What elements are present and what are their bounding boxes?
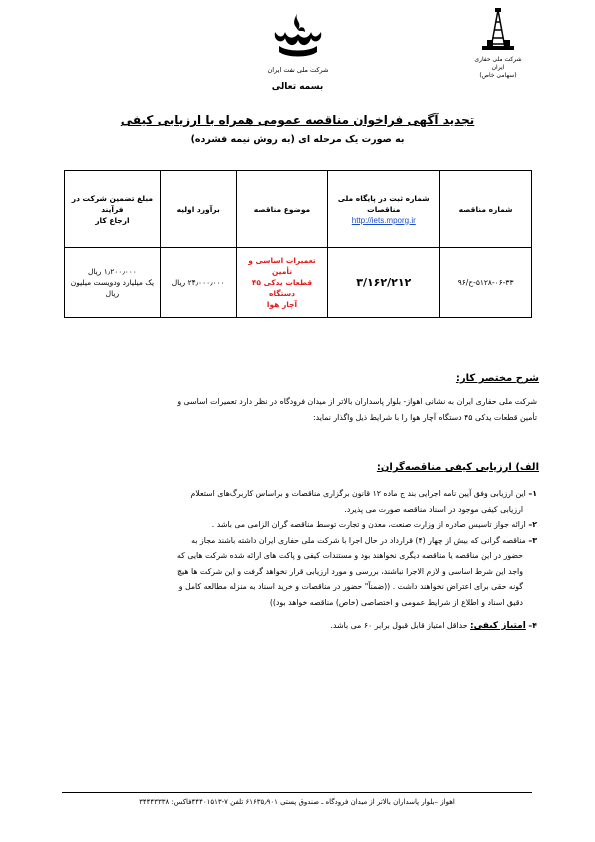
basmala: بسمه تعالی — [271, 82, 324, 92]
header-registration-line1: شماره ثبت در پایگاه ملی — [337, 193, 430, 203]
cell-guarantee-line3: ریال — [105, 289, 120, 298]
company-name-right: شرکت ملی حفاری ایران — [474, 56, 522, 71]
item3-line3: واجد این شرط اساسی و لازم الاجرا نباشند، بررسی و مورد ارزیابی قرار نخواهد گرفت و این شرکت ها هیچ — [176, 566, 523, 576]
item3-line4: گونه حقی برای اعتراض نخواهند داشت . ((ضمناً" حضور در مناقصات و خرید اسناد به منزله مطالعه کامل و — [178, 582, 523, 591]
summary-heading: شرح مختصر کار: — [455, 373, 539, 384]
item4-label: امتیاز کیفی: — [470, 621, 526, 631]
summary-line1: شرکت ملی حفاری ایران به نشانی اهواز- بلوار پاسداران بالاتر از میدان فرودگاه در نظر دارد تعمیرات اساسی و — [177, 397, 537, 406]
cell-subject — [236, 248, 328, 318]
qualification-heading: الف) ارزیابی کیفی مناقصه‌گران: — [376, 462, 539, 473]
item3-number: ۳– — [528, 535, 537, 545]
item1-text: این ارزیابی وفق آیین نامه اجرایی بند ج ماده ۱۲ قانون برگزاری مناقصات و براساس کاربرگ‌های استعلام — [190, 489, 526, 498]
drilling-rig-icon — [478, 8, 518, 52]
item4-text: حداقل امتیاز قابل قبول برابر ۶۰ می باشد. — [330, 621, 471, 630]
header-tender-number: شماره مناقصه — [440, 171, 532, 248]
cell-estimate: ۲۴٫۰۰۰٫۰۰۰ ریال — [160, 248, 236, 318]
nioc-emblem-icon — [269, 8, 327, 60]
cell-subject-line2: قطعات یدکی ۴۵ دستگاه — [251, 278, 313, 298]
footer-address: اهواز –بلوار پاسداران بالاتر از میدان فرودگاه ـ صندوق پستی ۶۱۶۳۵٫۹۰۱ تلفن ۷-۴۴۴۰۱۵۱۳فاکس: ۳۴۴۴۳۳۳۸ — [139, 798, 455, 806]
nioc-logo — [265, 8, 331, 74]
header-guarantee-line1: مبلغ تضمین شرکت در فرآیند — [71, 193, 154, 214]
item2-number: ۲– — [528, 520, 537, 529]
footer-divider — [62, 792, 532, 793]
item3-line2: حضور در این مناقصه یا مناقصه دیگری نخواهند بود و مستندات کیفی و پاکت های ارائه شده شرکت هایی که — [176, 551, 523, 560]
header-estimate: برآورد اولیه — [160, 171, 236, 248]
nidc-logo — [468, 8, 528, 80]
cell-guarantee-line1: ۱٫۲۰۰٫۰۰۰ ریال — [87, 267, 137, 276]
item3-line1 — [57, 533, 537, 549]
cell-guarantee-line2: یک میلیارد ودویست میلیون — [70, 278, 155, 287]
cell-tender-number: ۵۱۲۸-۰۶-۳۳-ح/۹۶ — [440, 248, 532, 318]
item2-text: ارائه جواز تاسیس صادره از وزارت صنعت، معدن و تجارت توسط مناقصه گران الزامی می باشد . — [211, 520, 526, 529]
header-guarantee — [65, 171, 161, 248]
header-registration — [328, 171, 440, 248]
table-row — [65, 248, 532, 318]
qualification-text — [57, 486, 537, 635]
header-subject: موضوع مناقصه — [236, 171, 328, 248]
header-guarantee-line2: ارجاع کار — [95, 215, 130, 225]
item1-line2: ارزیابی کیفی موجود در اسناد مناقصه صورت می پذیرد. — [344, 504, 523, 514]
summary-text — [57, 394, 537, 425]
company-name-center: شرکت ملی نفت ایران — [267, 66, 329, 74]
item3-line5: دقیق اسناد و اطلاع از شرایط عمومی و اختصاصی (خاص) مناقصه خواهد بود)) — [269, 597, 523, 607]
cell-subject-line1: تعمیرات اساسی و تأمین — [248, 256, 316, 276]
tender-table — [64, 170, 532, 318]
cell-guarantee — [65, 248, 161, 318]
page-title: تجدید آگهی فراخوان مناقصه عمومی همراه با ارزیابی کیفی — [120, 113, 475, 127]
cell-subject-line3: آچار هوا — [266, 300, 298, 309]
item2-line1 — [57, 517, 537, 533]
page-subtitle: به صورت یک مرحله ای (به روش نیمه فشرده) — [190, 134, 405, 145]
item1-number: ۱– — [528, 489, 537, 498]
summary-line2: تأمین قطعات یدکی ۴۵ دستگاه آچار هوا را با شرایط ذیل واگذار نماید: — [313, 412, 537, 422]
table-header-row — [65, 171, 532, 248]
header-registration-line2: مناقصات — [367, 204, 401, 214]
company-type-right: (سهامی خاص) — [479, 72, 517, 79]
item3-text: مناقصه گرانی که بیش از چهار (۴) قرارداد در حال اجرا با شرکت ملی حفاری ایران داشته باشند مجاز به — [191, 535, 526, 545]
registration-link[interactable]: http://iets.mporg.ir — [351, 215, 416, 225]
item4-number: ۴– — [528, 621, 537, 630]
item1-line1 — [57, 486, 537, 502]
cell-registration: ۳/۱۶۲/۲۱۲ — [328, 248, 440, 318]
item4-line1 — [57, 618, 537, 635]
